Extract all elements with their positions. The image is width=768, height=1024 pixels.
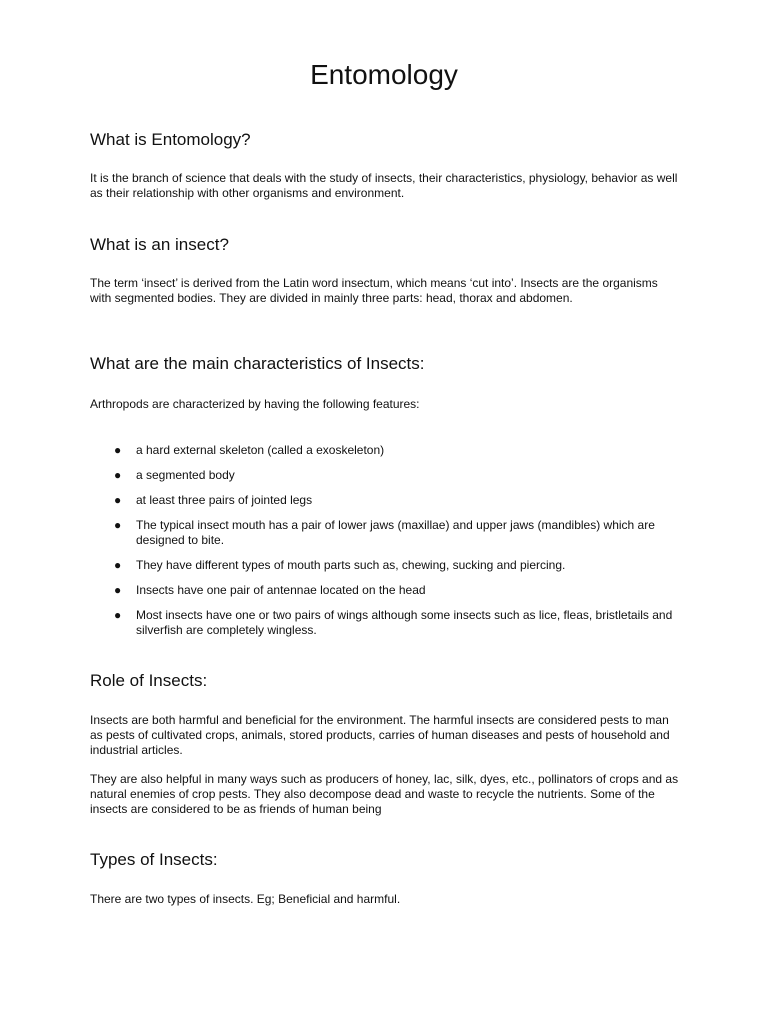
- document-title: Entomology: [310, 59, 458, 90]
- paragraph-characteristics-intro: Arthropods are characterized by having the following features:: [90, 397, 420, 411]
- heading-types-of-insects: Types of Insects:: [90, 850, 218, 869]
- list-item: [90, 608, 680, 638]
- list-item: [90, 583, 680, 598]
- list-item-text: a segmented body: [136, 468, 235, 482]
- list-item: [90, 443, 680, 458]
- list-item-text: at least three pairs of jointed legs: [136, 493, 313, 507]
- bullet-icon: ●: [114, 583, 122, 597]
- list-item: [90, 518, 680, 548]
- list-item: [90, 493, 680, 508]
- bullet-icon: ●: [114, 468, 122, 482]
- bullet-icon: ●: [114, 518, 122, 532]
- paragraph-entomology-definition: It is the branch of science that deals with the study of insects, their characteristics, physiology, behavior as well as their relationship with other organisms and environment.: [90, 171, 678, 200]
- list-item-text: They have different types of mouth parts such as, chewing, sucking and piercing.: [136, 558, 566, 572]
- heading-role-of-insects: Role of Insects:: [90, 671, 208, 690]
- list-item: [90, 468, 680, 483]
- bullet-icon: ●: [114, 493, 122, 507]
- heading-characteristics: What are the main characteristics of Insects:: [90, 354, 425, 373]
- heading-what-is-entomology: What is Entomology?: [90, 130, 251, 149]
- characteristics-list: [90, 443, 680, 648]
- list-item: [90, 558, 680, 573]
- list-item-text: Insects have one pair of antennae located on the head: [136, 583, 426, 597]
- list-item-text: Most insects have one or two pairs of wings although some insects such as lice, fleas, bristletails and silverfish are completely wingless.: [136, 608, 673, 637]
- list-item-text: The typical insect mouth has a pair of lower jaws (maxillae) and upper jaws (mandibles) which are designed to bite.: [136, 518, 655, 547]
- bullet-icon: ●: [114, 443, 122, 457]
- bullet-icon: ●: [114, 608, 122, 622]
- paragraph-insect-definition: The term ‘insect’ is derived from the Latin word insectum, which means ‘cut into’. Insects are the organisms with segmented bodies. They are divided in mainly three parts: head, thorax and abdomen.: [90, 276, 658, 305]
- paragraph-role-harmful: Insects are both harmful and beneficial for the environment. The harmful insects are considered pests to man as pests of cultivated crops, animals, stored products, carries of human diseases and pests of household and industrial articles.: [90, 713, 670, 757]
- bullet-icon: ●: [114, 558, 122, 572]
- list-item-text: a hard external skeleton (called a exoskeleton): [136, 443, 385, 457]
- heading-what-is-insect: What is an insect?: [90, 235, 229, 254]
- paragraph-role-helpful: They are also helpful in many ways such as producers of honey, lac, silk, dyes, etc., pollinators of crops and as natural enemies of crop pests. They also decompose dead and waste to recycle the nutrients. Some of the insects are considered to be as friends of human being: [90, 772, 679, 816]
- paragraph-types-of-insects: There are two types of insects. Eg; Beneficial and harmful.: [90, 892, 401, 906]
